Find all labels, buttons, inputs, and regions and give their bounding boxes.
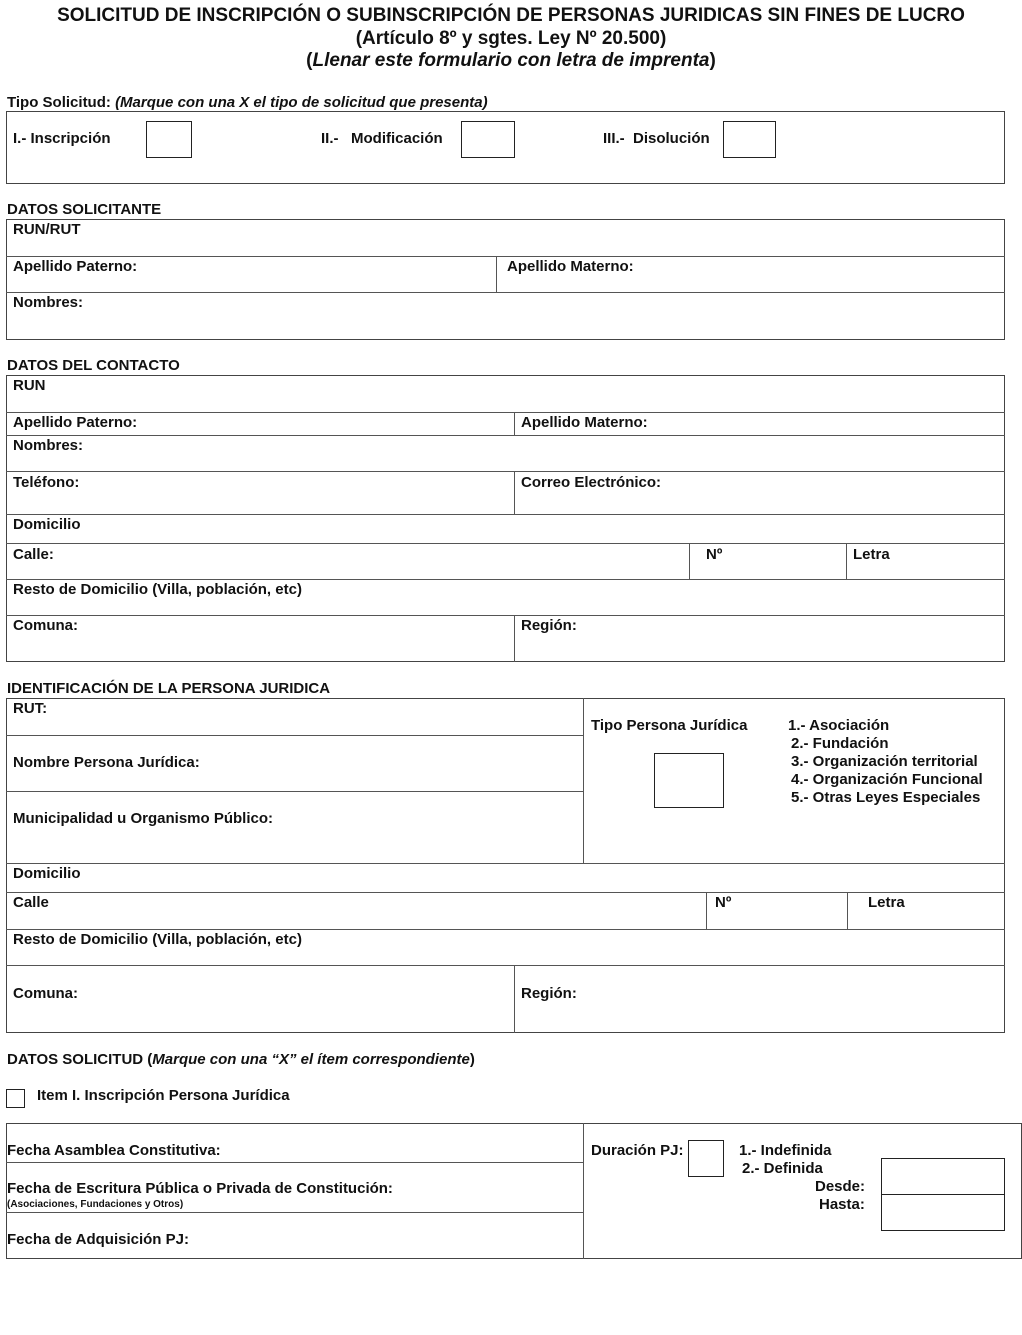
item-inscripcion-checkbox[interactable] [6, 1089, 25, 1108]
solicitante-apellido-paterno-field[interactable]: Apellido Paterno: [13, 258, 138, 275]
contacto-letra-field[interactable]: Letra [853, 546, 890, 563]
contacto-correo-field[interactable]: Correo Electrónico: [521, 474, 662, 491]
contacto-apellido-materno-field[interactable]: Apellido Materno: [521, 414, 648, 431]
tipo-persona-juridica-checkbox[interactable] [654, 753, 724, 808]
duracion-option-1: 1.- Indefinida [739, 1142, 832, 1159]
contacto-run-field[interactable]: RUN [13, 377, 46, 394]
fecha-adquisicion-field[interactable]: Fecha de Adquisición PJ: [7, 1231, 189, 1248]
item-inscripcion-label: Item I. Inscripción Persona Jurídica [37, 1087, 290, 1104]
pj-municipalidad-field[interactable]: Municipalidad u Organismo Público: [13, 810, 274, 827]
section-heading-datos-solicitud: DATOS SOLICITUD (Marque con una “X” el ítem correspondiente) [7, 1051, 475, 1068]
pj-rut-field[interactable]: RUT: [13, 700, 48, 717]
tipo-option-3: 3.- Organización territorial [791, 753, 978, 770]
form-subtitle: (Artículo 8º y sgtes. Ley Nº 20.500) [355, 28, 667, 49]
tipo-option-1: 1.- Asociación [788, 717, 890, 734]
section-heading-persona-juridica: IDENTIFICACIÓN DE LA PERSONA JURIDICA [7, 680, 331, 697]
contacto-comuna-field[interactable]: Comuna: [13, 617, 78, 634]
duracion-option-2: 2.- Definida [742, 1160, 823, 1177]
tipo-solicitud-label: Tipo Solicitud: (Marque con una X el tipo de solicitud que presenta) [7, 94, 488, 111]
hasta-label: Hasta: [819, 1196, 865, 1213]
section-heading-solicitante: DATOS SOLICITANTE [7, 201, 162, 218]
pj-calle-field[interactable]: Calle [13, 894, 49, 911]
pj-comuna-field[interactable]: Comuna: [13, 985, 78, 1002]
option-disolucion-checkbox[interactable] [723, 121, 776, 158]
pj-nombre-field[interactable]: Nombre Persona Jurídica: [13, 754, 200, 771]
contacto-resto-domicilio-field[interactable]: Resto de Domicilio (Villa, población, etc) [13, 581, 302, 598]
desde-label: Desde: [815, 1178, 866, 1195]
pj-letra-field[interactable]: Letra [868, 894, 905, 911]
contacto-domicilio-header: Domicilio [13, 516, 81, 533]
tipo-option-5: 5.- Otras Leyes Especiales [791, 789, 981, 806]
contacto-telefono-field[interactable]: Teléfono: [13, 474, 80, 491]
pj-domicilio-header: Domicilio [13, 865, 81, 882]
contacto-nombres-field[interactable]: Nombres: [13, 437, 84, 454]
pj-resto-domicilio-field[interactable]: Resto de Domicilio (Villa, población, etc) [13, 931, 302, 948]
desde-date-input[interactable] [881, 1158, 1005, 1195]
tipo-persona-juridica-label: Tipo Persona Jurídica [591, 717, 748, 734]
duracion-pj-checkbox[interactable] [688, 1140, 724, 1177]
option-modificacion-label: II.- Modificación [321, 130, 443, 147]
solicitante-nombres-field[interactable]: Nombres: [13, 294, 84, 311]
option-inscripcion-label: I.- Inscripción [13, 130, 111, 147]
duracion-pj-label: Duración PJ: [591, 1142, 684, 1159]
fecha-asamblea-field[interactable]: Fecha Asamblea Constitutiva: [7, 1142, 221, 1159]
form-title: SOLICITUD DE INSCRIPCIÓN O SUBINSCRIPCIÓN DE PERSONAS JURIDICAS SIN FINES DE LUCRO [57, 5, 965, 26]
solicitante-run-rut-field[interactable]: RUN/RUT [13, 221, 81, 238]
fecha-escritura-field[interactable]: Fecha de Escritura Pública o Privada de Constitución: (Asociaciones, Fundaciones y Otros) [7, 1180, 393, 1210]
tipo-option-4: 4.- Organización Funcional [791, 771, 983, 788]
pj-numero-field[interactable]: Nº [715, 894, 732, 911]
option-inscripcion-checkbox[interactable] [146, 121, 192, 158]
tipo-option-2: 2.- Fundación [791, 735, 889, 752]
hasta-date-input[interactable] [881, 1194, 1005, 1231]
contacto-apellido-paterno-field[interactable]: Apellido Paterno: [13, 414, 138, 431]
option-modificacion-checkbox[interactable] [461, 121, 515, 158]
solicitante-apellido-materno-field[interactable]: Apellido Materno: [507, 258, 634, 275]
section-heading-contacto: DATOS DEL CONTACTO [7, 357, 180, 374]
contacto-calle-field[interactable]: Calle: [13, 546, 54, 563]
contacto-region-field[interactable]: Región: [521, 617, 577, 634]
contacto-numero-field[interactable]: Nº [706, 546, 723, 563]
pj-region-field[interactable]: Región: [521, 985, 577, 1002]
form-instruction: (Llenar este formulario con letra de imprenta) [306, 50, 716, 71]
option-disolucion-label: III.- Disolución [603, 130, 710, 147]
